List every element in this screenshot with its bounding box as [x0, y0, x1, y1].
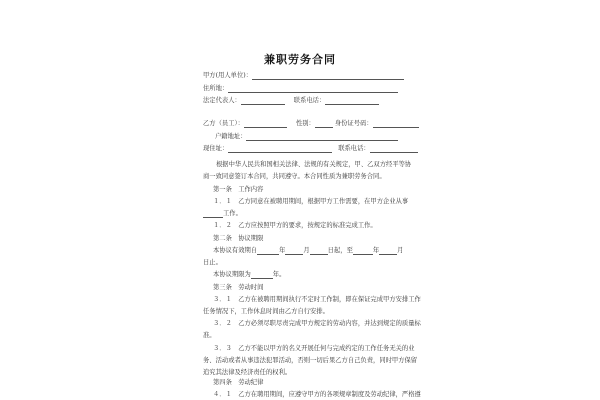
clause-line: １．２ 乙方应按照甲方的要求，按规定的标准完成工作。 — [213, 222, 377, 229]
start-month-field[interactable] — [285, 248, 303, 255]
party-b-gender-label: 性别： — [295, 120, 315, 127]
start-year-field[interactable] — [257, 248, 279, 255]
clause-line: ３．２ 乙方必须尽职尽责完成甲方规定的劳动内容，并达到规定的质量标 — [213, 320, 421, 327]
party-b-phone-label: 联系电话： — [338, 145, 370, 152]
contract-title: 兼职劳务合同 — [264, 53, 336, 66]
party-a-name-row — [203, 72, 404, 80]
party-b-hukou-row — [215, 133, 398, 141]
clause-line: ４．１ 乙方在聘用期间，应遵守甲方的各项规章制度及劳动纪律，严格遵 — [213, 391, 421, 398]
term-text: 本协议有效期自 — [213, 247, 258, 254]
term-text: 年 — [372, 247, 380, 254]
term-text: 月 — [303, 247, 310, 254]
term-dates-row — [213, 247, 403, 255]
end-year-field[interactable] — [353, 248, 373, 255]
party-a-rep-field[interactable] — [241, 98, 285, 105]
party-a-phone-field[interactable] — [325, 98, 379, 105]
clause-line: １．１ 乙方同意在被聘用期间，根据甲方工作需要，在甲方企业从事 — [213, 198, 409, 205]
article-heading: 第一条 工作内容 — [213, 186, 264, 193]
term-end-row: 日止。 — [203, 259, 222, 266]
article-heading: 第二条 协议期限 — [213, 235, 264, 242]
end-month-field[interactable] — [379, 248, 397, 255]
article-heading: 第四条 劳动纪律 — [213, 379, 264, 386]
clause-line: 追究其法律及经济责任的权利。 — [203, 369, 292, 376]
party-a-address-row — [203, 85, 398, 93]
preamble-line: 商一致同意签订本合同，共同遵守。本合同性质为兼职劳务合同。 — [203, 173, 386, 180]
party-a-address-field[interactable] — [228, 86, 398, 93]
party-b-name-row — [203, 120, 419, 128]
clause-line — [203, 210, 242, 218]
party-a-address-label: 住所地： — [203, 85, 229, 92]
term-text: 年 — [279, 247, 286, 254]
start-day-field[interactable] — [310, 248, 328, 255]
party-a-rep-label: 法定代表人： — [203, 97, 241, 104]
party-a-name-field[interactable] — [252, 73, 404, 80]
party-a-rep-row — [203, 97, 379, 105]
party-b-hukou-label: 户籍地址： — [215, 133, 247, 140]
party-b-name-field[interactable] — [244, 121, 287, 128]
preamble-line: 根据中华人民共和国相关法律、法规的有关规定，甲、乙双方经平等协 — [216, 161, 412, 168]
clause-text: 工作。 — [223, 210, 242, 217]
party-a-phone-label: 联系电话： — [293, 97, 326, 104]
clause-line: ３．３ 乙方不能以甲方的名义开展任何与完成约定的工作任务无关的业 — [213, 345, 415, 352]
job-field[interactable] — [203, 211, 223, 218]
party-b-current-row — [203, 145, 418, 153]
term-text: 年。 — [272, 271, 286, 278]
article-heading: 第三条 劳动时间 — [213, 284, 264, 291]
term-text: 日起，至 — [327, 247, 353, 254]
party-b-current-field[interactable] — [228, 146, 332, 153]
party-b-current-label: 现住址： — [203, 145, 229, 152]
clause-line: 准。 — [203, 332, 216, 339]
clause-line: ３．１ 乙方在被聘用期间执行不定时工作制，即在保证完成甲方安排工作 — [213, 296, 421, 303]
term-duration-row — [213, 271, 285, 279]
party-b-hukou-field[interactable] — [246, 134, 398, 141]
party-b-id-field[interactable] — [373, 121, 419, 128]
term-text: 本协议期限为 — [213, 271, 251, 278]
party-a-name-label: 甲方(用人单位)： — [203, 72, 252, 79]
term-text: 月 — [397, 247, 404, 254]
party-b-gender-field[interactable] — [315, 121, 333, 128]
party-b-id-label: 身份证号码： — [334, 120, 373, 127]
term-years-field[interactable] — [251, 272, 273, 279]
clause-line: 任务情况下，工作休息时间由乙方自行安排。 — [203, 308, 329, 315]
party-b-name-label: 乙方（员工）： — [203, 120, 244, 127]
party-b-phone-field[interactable] — [370, 146, 418, 153]
clause-line: 务、活动或者从事违法犯罪活动，否则一切后果乙方自己负责，同时甲方保留 — [203, 357, 418, 364]
